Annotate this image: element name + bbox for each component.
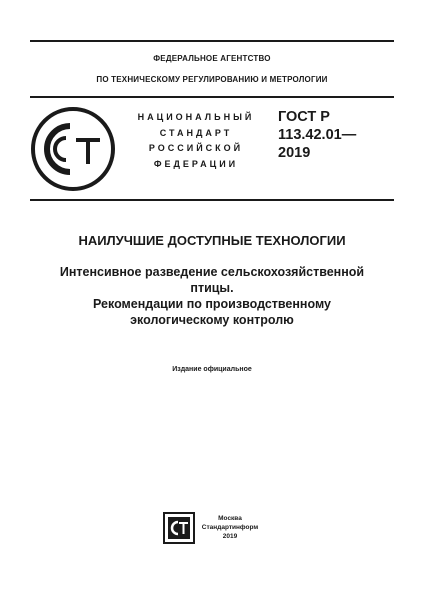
subtitle-line: Рекомендации по производственному [93, 297, 331, 311]
publisher-name: Стандартинформ [201, 524, 259, 531]
national-standard-line: ФЕДЕРАЦИИ [153, 158, 239, 169]
gost-r-certification-mark-icon [30, 106, 116, 192]
designation-line: 113.42.01— [278, 127, 357, 143]
designation-line: ГОСТ Р [278, 109, 330, 125]
national-standard-line: СТАНДАРТ [159, 127, 233, 138]
standartinform-logo-icon [163, 512, 195, 544]
document-subtitle [20, 264, 404, 328]
agency-department: ПО ТЕХНИЧЕСКОМУ РЕГУЛИРОВАНИЮ И МЕТРОЛОГИИ [96, 75, 328, 84]
national-standard-line: НАЦИОНАЛЬНЫЙ [137, 112, 255, 122]
national-standard-line: РОССИЙСКОЙ [148, 143, 244, 153]
top-rule [30, 40, 394, 42]
edition-note: Издание официальное [172, 366, 252, 373]
logo-text: РСТ [30, 106, 32, 107]
designation-line: 2019 [278, 145, 311, 161]
subtitle-line: птицы. [190, 281, 234, 295]
document-title: НАИЛУЧШИЕ ДОСТУПНЫЕ ТЕХНОЛОГИИ [78, 233, 346, 248]
subtitle-line: экологическому контролю [130, 313, 294, 327]
agency-name: ФЕДЕРАЛЬНОЕ АГЕНТСТВО [153, 54, 271, 63]
title-rule [30, 199, 394, 201]
standard-designation [278, 108, 398, 162]
national-standard-label [126, 110, 266, 172]
subtitle-line: Интенсивное разведение сельскохозяйственной [59, 265, 365, 279]
publisher-logo-text: СТ [163, 512, 165, 513]
publisher-city: Москва [218, 515, 242, 522]
header-rule [30, 96, 394, 98]
publisher-info [200, 514, 260, 541]
publisher-year: 2019 [222, 533, 238, 540]
